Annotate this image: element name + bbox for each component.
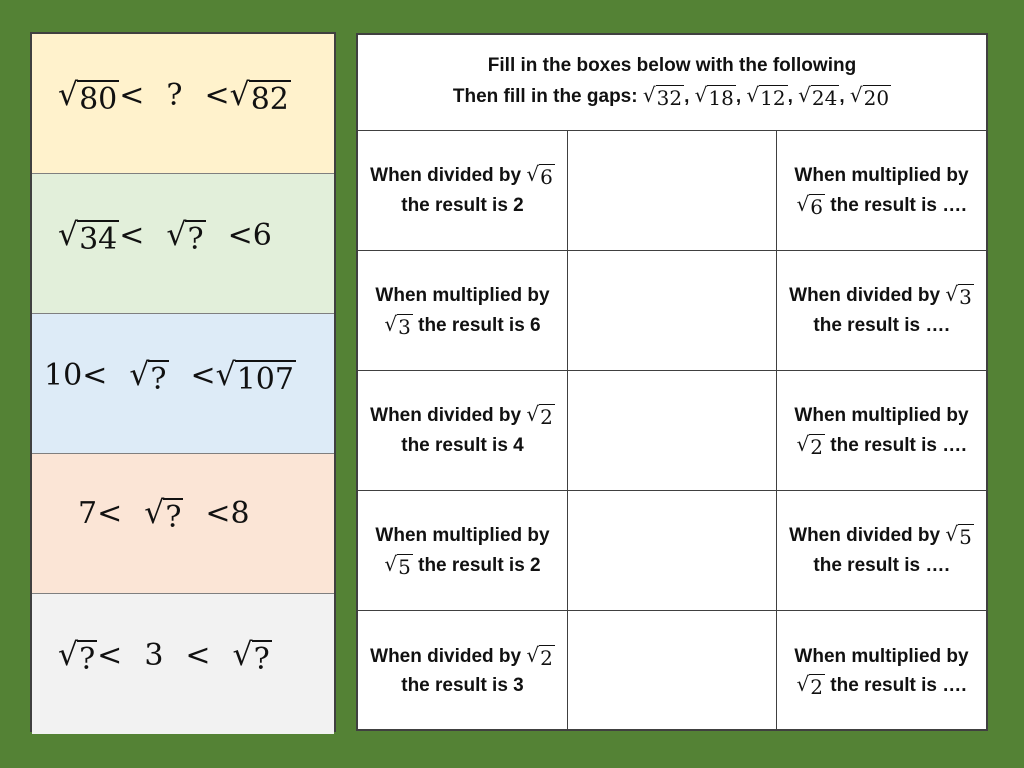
radical-sign: √ — [58, 217, 79, 253]
task-table — [356, 33, 988, 731]
radical-sign: √ — [526, 642, 540, 667]
radicand: 5 — [959, 525, 972, 550]
clue-suffix: the result is …. — [825, 194, 967, 216]
clue-text — [358, 161, 567, 220]
square-root-term — [129, 357, 168, 397]
inequality-box-4 — [32, 454, 334, 594]
inequality-term: 6 — [252, 218, 272, 253]
square-root-term — [232, 637, 272, 677]
inequality-box-1 — [32, 34, 334, 174]
given-roots-list — [642, 83, 891, 110]
radicand: 107 — [236, 362, 294, 397]
clue-text — [358, 521, 567, 580]
less-than-symbol: < — [97, 496, 123, 531]
instruction-prefix: Then fill in the gaps: — [452, 86, 643, 107]
inequality-box-5 — [32, 594, 334, 734]
radical-sign: √ — [58, 637, 79, 673]
clue-suffix: the result is 2 — [401, 194, 524, 216]
radical-sign: √ — [746, 83, 760, 107]
clue-cell-right — [777, 371, 986, 490]
radicand: ? — [187, 222, 204, 257]
square-root-term — [144, 495, 183, 535]
radical-sign: √ — [215, 357, 236, 393]
given-root — [798, 85, 839, 109]
comma: , — [684, 86, 695, 107]
clue-prefix: When multiplied by — [794, 165, 969, 187]
answer-box[interactable] — [568, 491, 777, 610]
radical-sign: √ — [166, 217, 187, 253]
instruction-line-1: Fill in the boxes below with the following — [487, 55, 857, 76]
inequality-term: 7 — [78, 496, 98, 531]
radicand: 2 — [540, 645, 553, 670]
clue-suffix: the result is 6 — [412, 314, 541, 336]
radical-sign: √ — [129, 357, 150, 393]
radicand: 20 — [863, 86, 890, 110]
radical-sign: √ — [384, 551, 398, 576]
radical-sign: √ — [945, 282, 959, 307]
clue-text — [358, 281, 567, 340]
radicand: 3 — [959, 285, 972, 310]
less-than-symbol: < — [82, 358, 108, 393]
less-than-symbol: < — [97, 638, 123, 673]
comma: , — [839, 86, 850, 107]
radicand: 32 — [656, 86, 683, 110]
radicand: 34 — [79, 222, 118, 257]
clue-text — [777, 642, 986, 701]
inequality-term: 10 — [44, 358, 83, 393]
radical-sign: √ — [796, 191, 810, 216]
clue-cell-left — [358, 251, 568, 370]
clue-root — [526, 404, 554, 428]
clue-prefix: When divided by — [370, 165, 527, 187]
comma: , — [787, 86, 799, 107]
radical-sign: √ — [642, 83, 656, 107]
clue-cell-left — [358, 491, 568, 610]
inequality-box-2 — [32, 174, 334, 314]
given-root — [746, 85, 787, 109]
radicand: ? — [165, 500, 182, 535]
radical-sign: √ — [526, 402, 540, 427]
radicand: 2 — [810, 434, 823, 459]
less-than-symbol: < — [190, 358, 216, 393]
clue-text — [777, 161, 986, 220]
radicand: 18 — [708, 86, 734, 110]
square-root-term — [215, 357, 296, 397]
clue-text — [777, 281, 986, 340]
clue-root — [796, 191, 825, 219]
inequality-term: 8 — [230, 496, 250, 531]
less-than-symbol: < — [119, 218, 145, 253]
clue-cell-left — [358, 371, 568, 490]
clue-suffix: the result is …. — [813, 314, 950, 336]
clue-suffix: the result is …. — [825, 434, 967, 456]
table-row — [358, 251, 986, 371]
radicand: 6 — [810, 194, 823, 219]
clue-cell-left — [358, 131, 568, 250]
table-row — [358, 131, 986, 251]
table-row — [358, 371, 986, 491]
clue-cell-right — [777, 611, 986, 731]
radical-sign: √ — [945, 522, 959, 547]
square-root-term — [58, 637, 97, 677]
answer-box[interactable] — [568, 251, 777, 370]
given-root — [850, 85, 891, 109]
radicand: 80 — [79, 82, 118, 117]
inequality-panel — [30, 32, 336, 732]
clue-cell-right — [777, 131, 986, 250]
less-than-symbol: < — [227, 218, 253, 253]
radical-sign: √ — [58, 77, 79, 113]
radicand: 2 — [810, 675, 823, 699]
radicand: 2 — [540, 405, 553, 430]
radicand: 82 — [250, 82, 289, 117]
clue-text — [358, 401, 567, 460]
radical-sign: √ — [694, 83, 708, 107]
clue-root — [945, 284, 973, 308]
radical-sign: √ — [232, 637, 253, 673]
radical-sign: √ — [796, 672, 810, 696]
clue-root — [384, 551, 412, 579]
clue-prefix: When multiplied by — [794, 645, 969, 667]
clue-prefix: When multiplied by — [375, 285, 550, 307]
clue-root — [526, 164, 554, 188]
radicand: ? — [253, 642, 270, 677]
clue-cell-right — [777, 491, 986, 610]
radicand: 6 — [540, 165, 553, 190]
clue-suffix: the result is 3 — [401, 675, 524, 696]
square-root-term — [58, 217, 119, 257]
radicand: 3 — [398, 314, 411, 339]
clue-prefix: When divided by — [370, 405, 527, 427]
less-than-symbol: < — [205, 496, 231, 531]
table-header — [358, 35, 986, 131]
clue-suffix: the result is …. — [825, 675, 967, 696]
clue-prefix: When divided by — [789, 525, 946, 547]
radicand: ? — [79, 642, 96, 677]
less-than-symbol: < — [119, 78, 145, 113]
comma: , — [735, 86, 747, 107]
clue-prefix: When multiplied by — [375, 525, 550, 547]
less-than-symbol: < — [185, 638, 211, 673]
clue-root — [526, 642, 554, 670]
answer-box[interactable] — [568, 131, 777, 250]
radicand: 24 — [811, 86, 838, 110]
radical-sign: √ — [144, 495, 165, 531]
inequality-term: 3 — [144, 638, 164, 673]
less-than-symbol: < — [204, 78, 230, 113]
clue-prefix: When divided by — [370, 645, 527, 667]
square-root-term — [58, 77, 119, 117]
clue-root — [384, 311, 412, 339]
radical-sign: √ — [798, 83, 811, 107]
clue-prefix: When multiplied by — [794, 405, 969, 427]
clue-suffix: the result is …. — [813, 554, 950, 576]
radical-sign: √ — [796, 431, 810, 456]
clue-root — [797, 674, 825, 698]
clue-cell-right — [777, 251, 986, 370]
radicand: 5 — [398, 554, 411, 579]
clue-text — [358, 642, 567, 701]
table-row — [358, 611, 986, 731]
radicand: ? — [150, 362, 167, 397]
clue-text — [777, 521, 986, 580]
radicand: 12 — [760, 86, 786, 110]
radical-sign: √ — [384, 311, 398, 336]
radical-sign: √ — [526, 162, 540, 187]
inequality-box-3 — [32, 314, 334, 454]
radical-sign: √ — [229, 77, 250, 113]
inequality-term: ? — [166, 78, 183, 113]
clue-root — [796, 431, 825, 459]
clue-suffix: the result is 4 — [401, 434, 524, 456]
answer-box[interactable] — [568, 611, 777, 731]
clue-root — [945, 524, 973, 548]
answer-box[interactable] — [568, 371, 777, 490]
clue-cell-left — [358, 611, 568, 731]
given-root — [695, 85, 736, 109]
square-root-term — [229, 77, 291, 117]
clue-prefix: When divided by — [789, 285, 946, 307]
square-root-term — [166, 217, 205, 257]
clue-suffix: the result is 2 — [412, 554, 541, 576]
given-root — [643, 85, 684, 109]
table-row — [358, 491, 986, 611]
instruction-line-2 — [358, 85, 986, 109]
clue-text — [777, 401, 986, 460]
radical-sign: √ — [849, 83, 863, 107]
